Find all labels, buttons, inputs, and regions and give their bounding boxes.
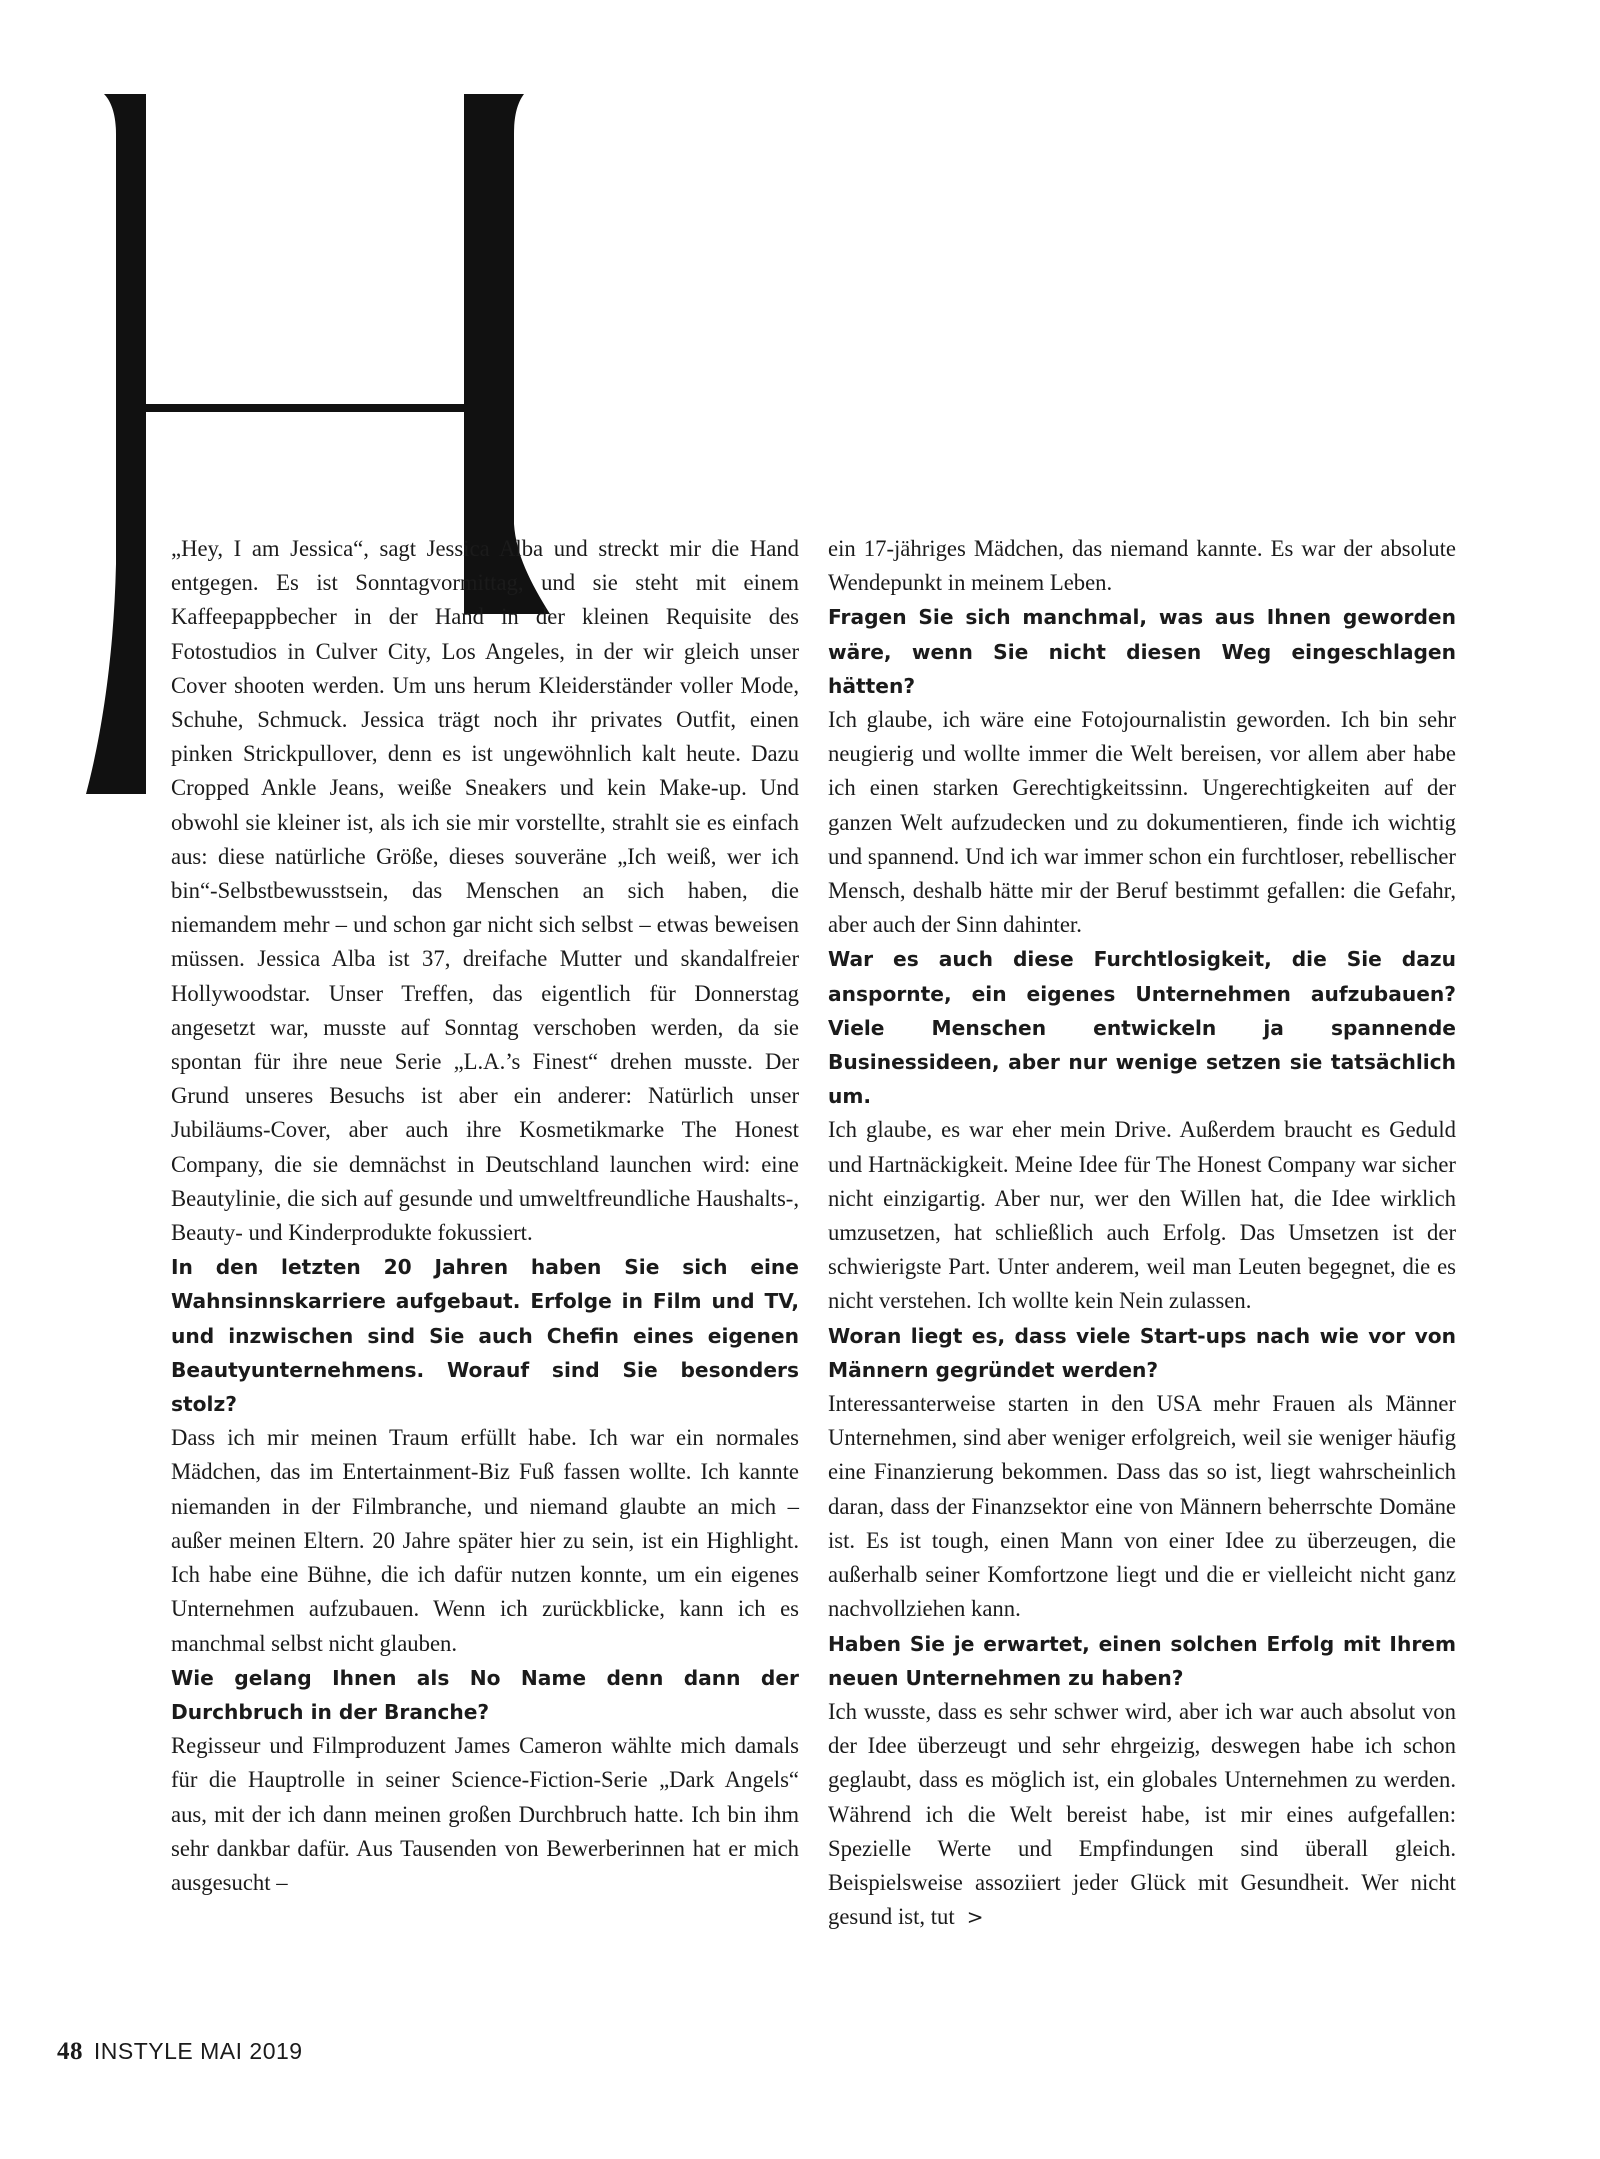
page-number: 48 [57, 2038, 83, 2065]
interview-question: War es auch diese Furchtlosigkeit, die Sie dazu anspornte, ein eigenes Unternehmen aufzubauen? Viele Menschen entwickeln ja spannende Businessideen, aber nur wenige setzen sie tatsächlich um. [828, 947, 1456, 1109]
interview-question: Woran liegt es, dass viele Start-ups nach wie vor von Männern gegründet werden? [828, 1323, 1456, 1382]
article-column-right [828, 532, 1456, 1934]
interview-answer: Dass ich mir meinen Traum erfüllt habe. Ich war ein normales Mädchen, das im Entertainment-Biz Fuß fassen wollte. Ich kannte niemanden in der Filmbranche, und niemand glaubte an mich – außer meinen Eltern. 20 Jahre später hier zu sein, ist ein Highlight. Ich habe eine Bühne, die ich dafür nutzen konnte, um ein eigenes Unternehmen aufzubauen. Wenn ich zurückblicke, kann ich es manchmal selbst nicht glauben. [171, 1425, 799, 1656]
interview-question: Fragen Sie sich manchmal, was aus Ihnen geworden wäre, wenn Sie nicht diesen Weg eingeschlagen hätten? [828, 605, 1456, 698]
interview-answer: ein 17-jähriges Mädchen, das niemand kannte. Es war der absolute Wendepunkt in meinem Leben. [828, 536, 1456, 596]
intro-paragraph: „Hey, I am Jessica“, sagt Jessica Alba und streckt mir die Hand entgegen. Es ist Sonntagvormittag, und sie steht mit einem Kaffeepappbecher in der Hand in der kleinen Requisite des Fotostudios in Culver City, Los Angeles, in der wir gleich unser Cover shooten werden. Um uns herum Kleiderständer voller Mode, Schuhe, Schmuck. Jessica trägt noch ihr privates Outfit, einen pinken Strickpullover, denn es ist ungewöhnlich kalt heute. Dazu Cropped Ankle Jeans, weiße Sneakers und kein Make-up. Und obwohl sie kleiner ist, als ich sie mir vorstellte, strahlt sie es einfach aus: diese natürliche Größe, dieses souveräne „Ich weiß, wer ich bin“-Selbstbewusstsein, das Menschen an sich haben, die niemandem mehr – und schon gar nicht sich selbst – etwas beweisen müssen. Jessica Alba ist 37, dreifache Mutter und skandalfreier Hollywoodstar. Unser Treffen, das eigentlich für Donnerstag angesetzt war, musste auf Sonntag verschoben werden, da sie spontan für ihre neue Serie „L.A.’s Finest“ drehen musste. Der Grund unseres Besuchs ist aber ein anderer: Natürlich unser Jubiläums-Cover, aber auch ihre Kosmetikmarke The Honest Company, die sie demnächst in Deutschland launchen wird: eine Beautylinie, die sich auf gesunde und umweltfreundliche Haushalts-, Beauty- und Kinderprodukte fokussiert. [171, 536, 799, 1246]
interview-answer: Regisseur und Filmproduzent James Cameron wählte mich damals für die Hauptrolle in seiner Science-Fiction-Serie „Dark Angels“ aus, mit der ich dann meinen großen Durchbruch hatte. Ich bin ihm sehr dankbar dafür. Aus Tausenden von Bewerberinnen hat er mich ausgesucht – [171, 1733, 799, 1895]
interview-answer: Ich glaube, ich wäre eine Fotojournalistin geworden. Ich bin sehr neugierig und wollte immer die Welt bereisen, vor allem aber habe ich einen starken Gerechtigkeitssinn. Ungerechtigkeiten auf der ganzen Welt aufzudecken und zu dokumentieren, finde ich wichtig und spannend. Und ich war immer schon ein furchtloser, rebellischer Mensch, deshalb hätte mir der Beruf bestimmt gefallen: die Gefahr, aber auch der Sinn dahinter. [828, 707, 1456, 938]
interview-question: Wie gelang Ihnen als No Name denn dann der Durchbruch in der Branche? [171, 1665, 799, 1724]
publication-name: INSTYLE MAI 2019 [93, 2038, 303, 2064]
interview-question: Haben Sie je erwartet, einen solchen Erfolg mit Ihrem neuen Unternehmen zu haben? [828, 1631, 1456, 1690]
interview-answer: Interessanterweise starten in den USA mehr Frauen als Männer Unternehmen, sind aber weniger erfolgreich, weil sie weniger häufig eine Finanzierung bekommen. Dass das so ist, liegt wahrscheinlich daran, dass der Finanzsektor eine von Männern beherrschte Domäne ist. Es ist tough, einen Mann von einer Idee zu überzeugen, die außerhalb seiner Komfortzone liegt und die er vielleicht nicht ganz nachvollziehen kann. [828, 1391, 1456, 1622]
continuation-arrow: > [966, 1905, 984, 1930]
page-footer [57, 2038, 303, 2066]
interview-answer: Ich glaube, es war eher mein Drive. Außerdem braucht es Geduld und Hartnäckigkeit. Meine Idee für The Honest Company war sicher nicht einzigartig. Aber nur, wer den Willen hat, die Idee wirklich umzusetzen, hat schließlich auch Erfolg. Das Umsetzen ist der schwierigste Part. Unter anderem, weil man Leuten begegnet, die es nicht verstehen. Ich wollte kein Nein zulassen. [828, 1117, 1456, 1314]
interview-answer-last [828, 1695, 1456, 1934]
interview-answer-text: Ich wusste, dass es sehr schwer wird, aber ich war auch absolut von der Idee überzeugt und sehr ehrgeizig, deswegen habe ich schon geglaubt, dass es möglich ist, ein globales Unternehmen zu werden. Während ich die Welt bereist habe, ist mir eines aufgefallen: Spezielle Werte und Empfindungen sind überall gleich. Beispielsweise assoziiert jeder Glück mit Gesundheit. Wer nicht gesund ist, tut [828, 1698, 1456, 1930]
article-column-left [171, 532, 799, 1900]
interview-question: In den letzten 20 Jahren haben Sie sich eine Wahnsinnskarriere aufgebaut. Erfolge in Film und TV, und inzwischen sind Sie auch Chefin eines eigenen Beautyunternehmens. Worauf sind Sie besonders stolz? [171, 1255, 799, 1417]
